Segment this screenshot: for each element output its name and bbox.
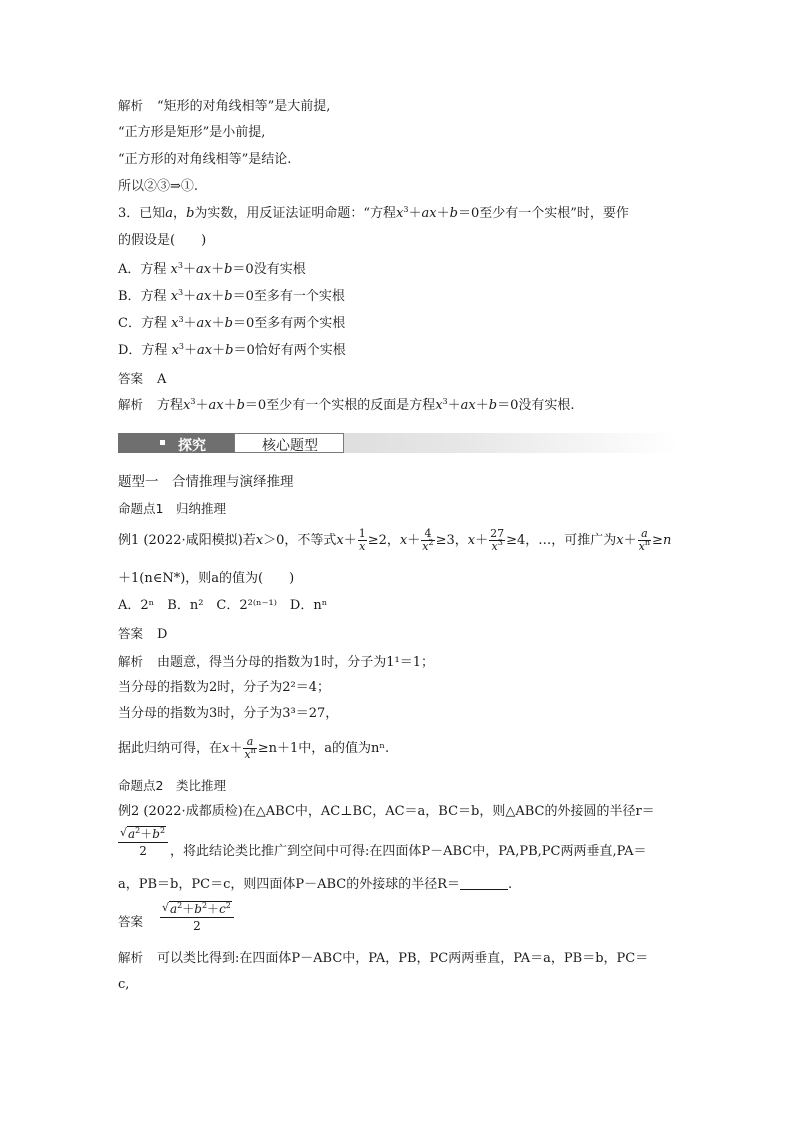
- solution-1-line-4: 据此归纳可得，在x＋ $\frac{a}{x^n}$ ≥n＋1中，a的值为nⁿ.: [118, 735, 390, 761]
- analysis-line-5: 解析 方程$x^3+ax+b=0$至少有一个实根的反面是方程$x^3+ax+b=0$没有实根.: [118, 397, 575, 413]
- solution-2-line-1: 解析 可以类比得到:在四面体P－ABC中，PA，PB，PC两两垂直，PA＝a，PB＝b，PC＝: [118, 950, 649, 966]
- example-2-line-3: a，PB＝b，PC＝c，则四面体P－ABC的外接球的半径R＝ .: [118, 877, 513, 892]
- option-c[interactable]: C．方程 $x^3+ax+b=0$至多有两个实根: [118, 315, 346, 331]
- option-a[interactable]: A．方程 $x^3+ax+b=0$没有实根: [118, 261, 306, 277]
- solution-1-line-2: 当分母的指数为2时，分子为2²＝4；: [118, 680, 331, 695]
- question-3-line-1: 3．已知a，b为实数，用反证法证明命题：“方程$x^3+ax+b=0$至少有一个实根”时，要作: [118, 205, 629, 221]
- analysis-line-3: “正方形的对角线相等”是结论.: [118, 152, 292, 167]
- example-2-line-1: 例2 (2022·成都质检)在△ABC中，AC⊥BC，AC＝a，BC＝b，则△ABC的外接圆的半径r＝: [118, 804, 655, 819]
- answer-2-line: 答案: [118, 914, 144, 929]
- example-2-line-2: ，将此结论类比推广到空间中可得:在四面体P－ABC中，PA,PB,PC两两垂直,PA＝: [170, 844, 647, 859]
- banner-left-label: 探究: [178, 438, 206, 454]
- banner-right-label: 核心题型: [262, 438, 318, 454]
- option-b[interactable]: B．方程 $x^3+ax+b=0$至多有一个实根: [118, 288, 345, 304]
- type-title: 题型一 合情推理与演绎推理: [118, 474, 294, 490]
- point-2-title: 命题点2 类比推理: [118, 778, 226, 793]
- question-3-line-2: 的假设是( ): [118, 233, 207, 248]
- banner-square-icon: [160, 440, 165, 445]
- option-d[interactable]: D．方程 $x^3+ax+b=0$恰好有两个实根: [118, 342, 346, 358]
- answer-1-line: 答案 D: [118, 626, 168, 642]
- analysis-line-2: “正方形是矩形”是小前提,: [118, 125, 266, 140]
- analysis-line-4: 所以②③⇒①.: [118, 179, 199, 194]
- solution-1-line-3: 当分母的指数为3时，分子为3³＝27，: [118, 706, 339, 721]
- point-1-title: 命题点1 归纳推理: [118, 501, 226, 516]
- example-1-options[interactable]: A．2ⁿ B．n² C．2²⁽ⁿ⁻¹⁾ D．nⁿ: [118, 598, 328, 613]
- analysis-line-1: 解析 “矩形的对角线相等”是大前提,: [118, 98, 331, 114]
- section-banner: [118, 433, 678, 455]
- example-1-line-1: 例1 (2022·咸阳模拟)若x＞0，不等式x＋ $\frac{1}{x}$ ≥2，x＋ $\frac{4}{x^2}$ ≥3，x＋ $\frac{27}{x^3}$ ≥4，…，可推广为x＋ $\frac{a}{x^n}$ ≥n: [118, 527, 672, 553]
- solution-2-line-2: c,: [118, 977, 130, 992]
- example-1-line-2: ＋1(n∈N*)，则a的值为( ): [118, 571, 295, 586]
- answer-line: 答案 A: [118, 371, 167, 387]
- solution-1-line-1: 解析 由题意，得当分母的指数为1时，分子为1¹＝1；: [118, 654, 435, 670]
- answer-2-fraction: √ $a^2+b^2+c^2$ 2: [160, 902, 234, 933]
- radius-fraction: √ $a^2+b^2$ 2: [118, 827, 168, 858]
- answer-blank[interactable]: [460, 877, 508, 890]
- analysis-keyword: 解析: [118, 98, 144, 113]
